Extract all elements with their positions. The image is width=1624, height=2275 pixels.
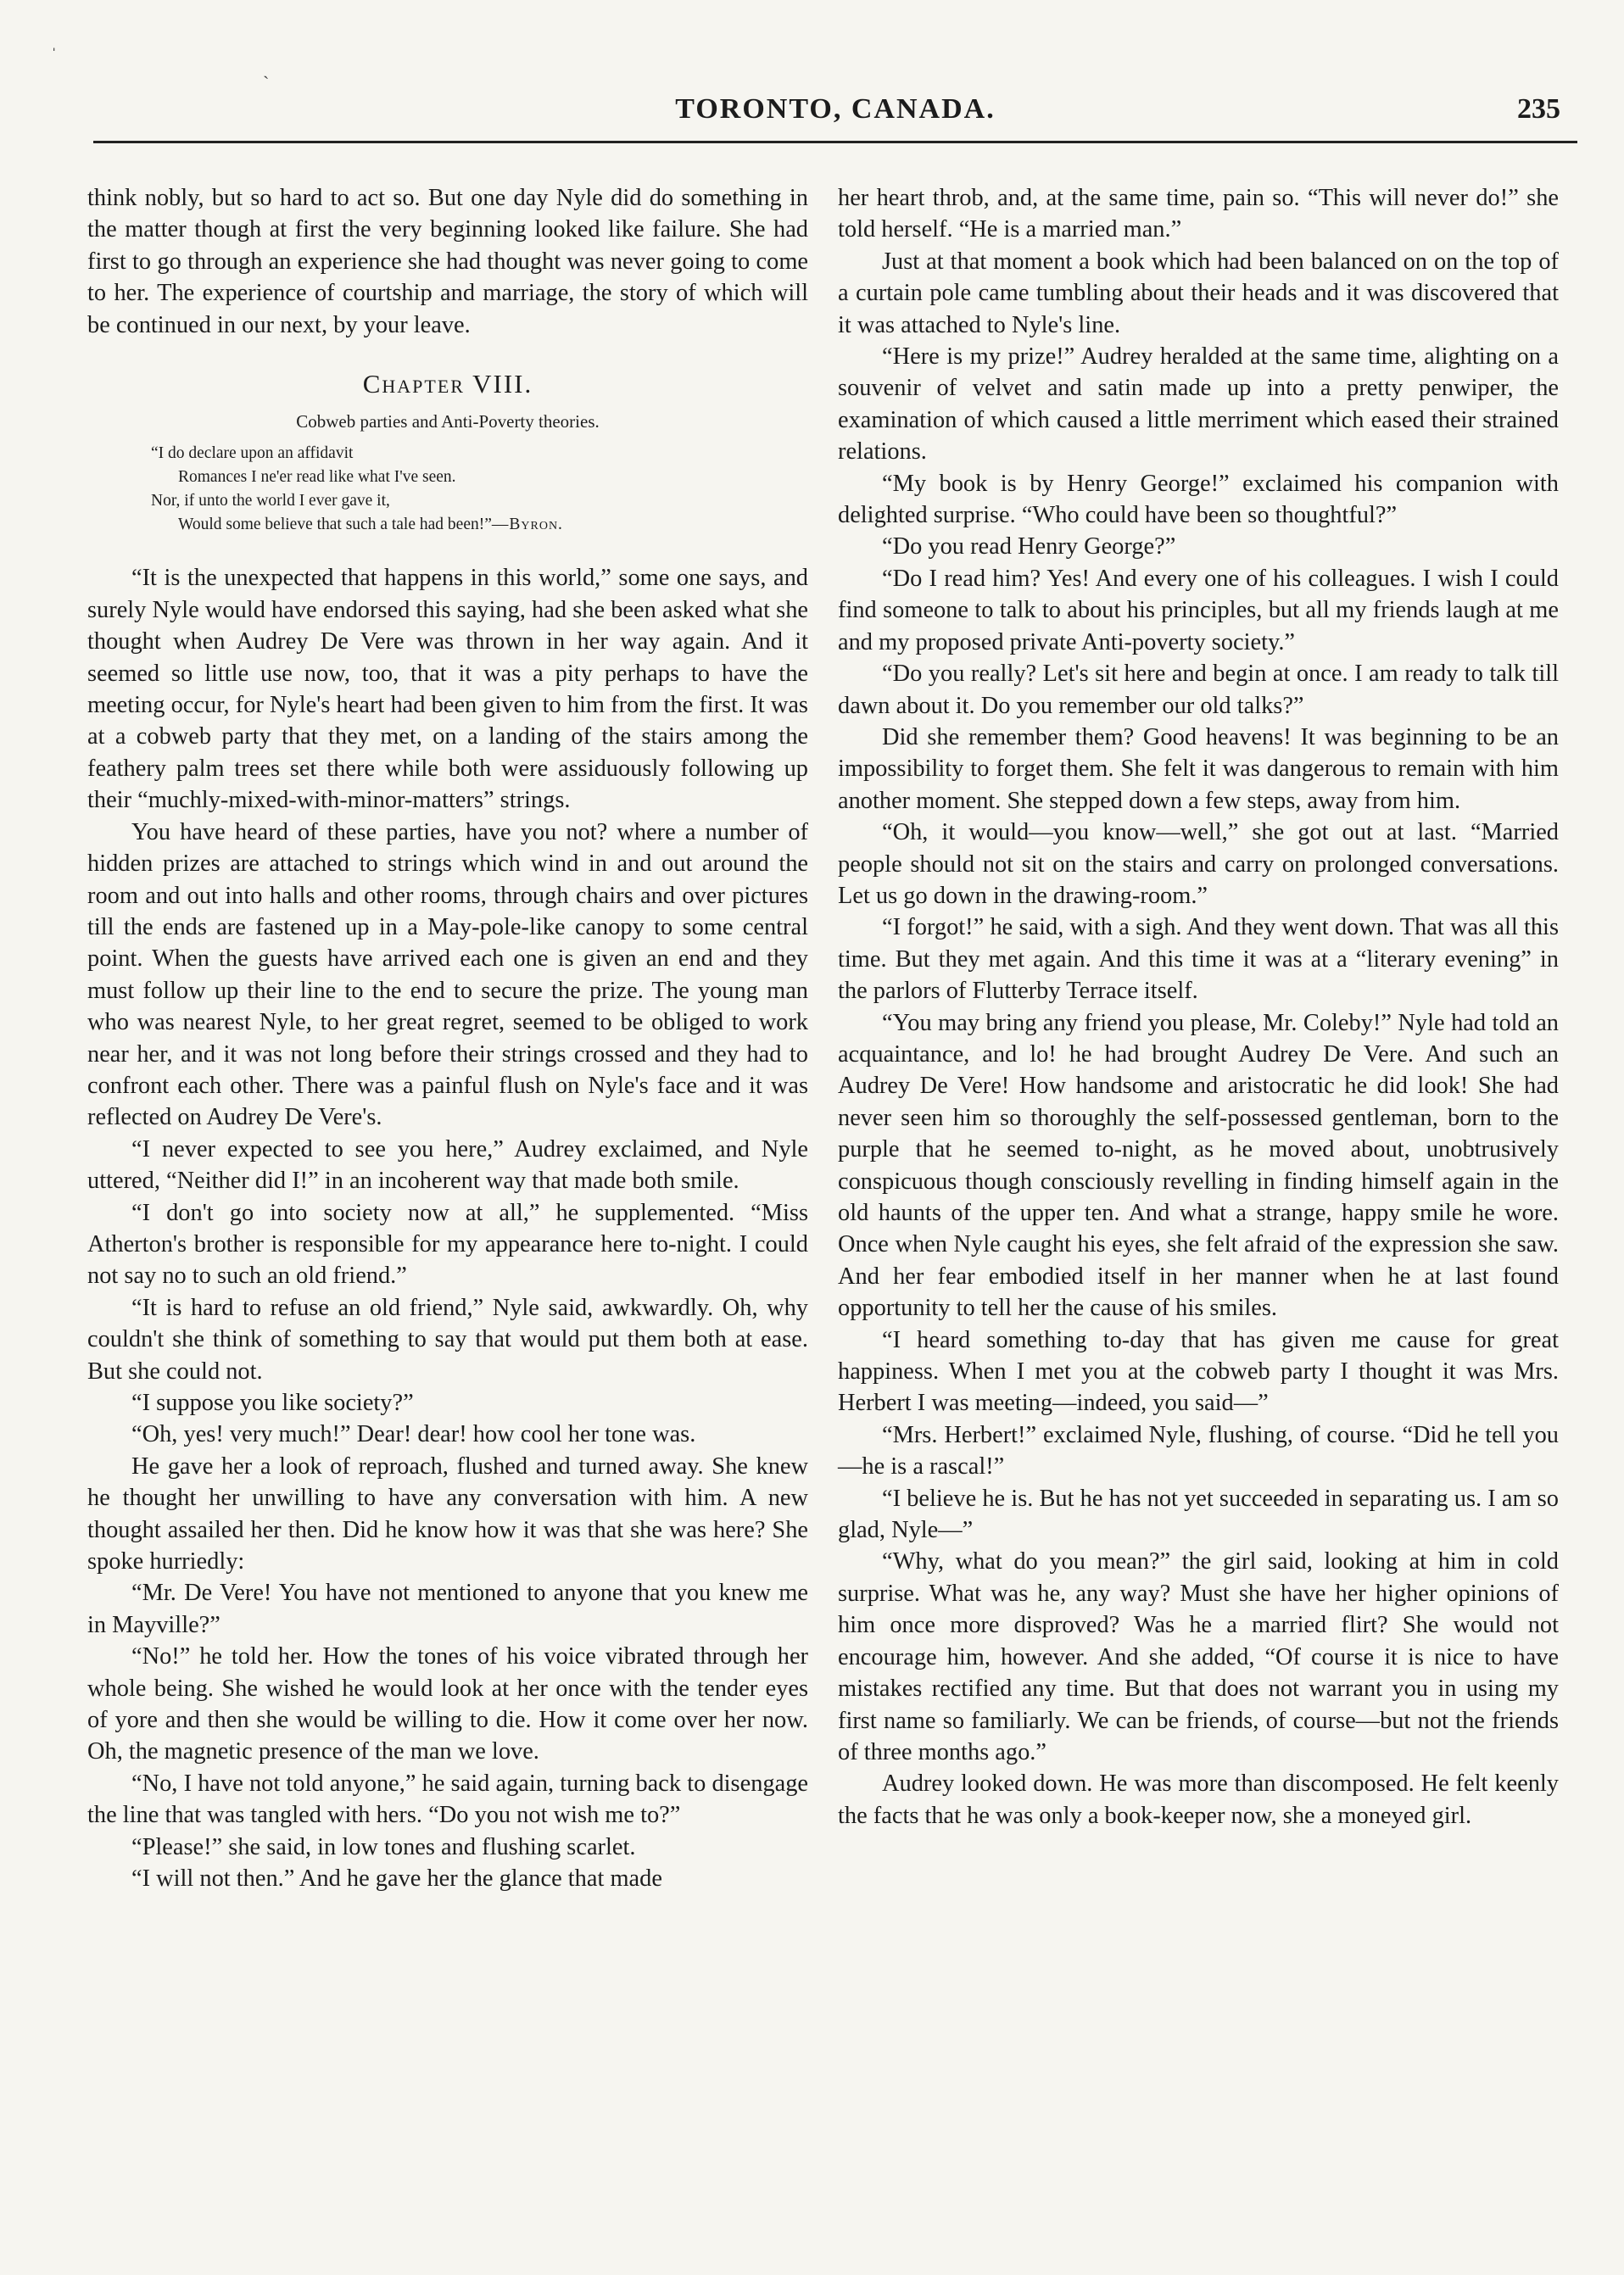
margin-mark: ˏ bbox=[263, 58, 270, 79]
paragraph: “It is hard to refuse an old friend,” Nyle said, awkwardly. Oh, why couldn't she think of something to say that would put them both at ease. But she could not. bbox=[87, 1294, 808, 1385]
epigraph-line: “I do declare upon an affidavit bbox=[151, 444, 354, 463]
paragraph: “I believe he is. But he has not yet succeeded in separating us. I am so glad, Nyle—” bbox=[838, 1485, 1559, 1544]
epigraph bbox=[151, 442, 762, 537]
paragraph: Just at that moment a book which had been balanced on on the top of a curtain pole came tumbling about their heads and it was discovered that it was attached to Nyle's line. bbox=[838, 248, 1559, 338]
paragraph: “Mr. De Vere! You have not mentioned to anyone that you knew me in Mayville?” bbox=[87, 1580, 808, 1638]
paragraph: her heart throb, and, at the same time, pain so. “This will never do!” she told herself. “He is a married man.” bbox=[838, 185, 1559, 243]
paragraph: “No, I have not told anyone,” he said again, turning back to disengage the line that was tangled with hers. “Do you not wish me to?” bbox=[87, 1770, 808, 1829]
paragraph: “I suppose you like society?” bbox=[131, 1390, 414, 1416]
paragraph: “Why, what do you mean?” the girl said, looking at him in cold surprise. What was he, any way? Must she have her higher opinions of him once more disproved? Was he a married flirt? She would not encourage him, however. And she added, “Of course it is nice to have mistakes rectified any time. But that does not warrant you in using my first name so familiarly. We can be friends, of course—but not the friends of three months ago.” bbox=[838, 1548, 1559, 1765]
paragraph: “Mrs. Herbert!” exclaimed Nyle, flushing, of course. “Did he tell you—he is a rascal!” bbox=[838, 1421, 1559, 1480]
paragraph: “You may bring any friend you please, Mr. Coleby!” Nyle had told an acquaintance, and lo! he had brought Audrey De Vere. And such an Audrey De Vere! How handsome and aristocratic he did look! She had never seen him so thoroughly the self-possessed gentleman, born to the purple that he seemed to-night, as he moved about, unobtrusively conspicuous though consciously revelling in finding himself again in the old haunts of the upper ten. And what a strange, happy smile he wore. Once when Nyle caught his eyes, she felt afraid of the expression she saw. And her fear embodied itself in her manner when he at last found opportunity to tell her the cause of his smiles. bbox=[838, 1009, 1559, 1322]
paragraph: “I never expected to see you here,” Audrey exclaimed, and Nyle uttered, “Neither did I!” in an incoherent way that made both smile. bbox=[87, 1135, 808, 1195]
epigraph-text: Would some believe that such a tale had been!” bbox=[178, 516, 492, 534]
left-column bbox=[87, 182, 808, 1895]
paragraph: “I forgot!” he said, with a sigh. And they went down. That was all this time. But they met again. And this time it was at a “literary evening” in the parlors of Flutterby Terrace itself. bbox=[838, 914, 1559, 1005]
epigraph-line bbox=[151, 513, 762, 537]
running-head: TORONTO, CANADA. bbox=[675, 93, 996, 125]
header-rule bbox=[93, 141, 1577, 143]
paragraph: “It is the unexpected that happens in this world,” some one says, and surely Nyle would have endorsed this saying, had she been asked what she thought when Audrey De Vere was thrown in her way again. And it seemed so little use now, too, that it was a pity perhaps to have the meeting occur, for Nyle's heart had been given to him from the first. It was at a cobweb party that they met, on a landing of the stairs among the feathery palm trees set there while both were assiduously following up their “muchly-mixed-with-minor-matters” strings. bbox=[87, 565, 808, 814]
paragraph: “Oh, yes! very much!” Dear! dear! how cool her tone was. bbox=[131, 1421, 696, 1448]
paragraph: “I heard something to-day that has given me cause for great happiness. When I met you at the cobweb party I thought it was Mrs. Herbert I was meeting—indeed, you said—” bbox=[838, 1326, 1559, 1417]
paragraph: “Oh, it would—you know—well,” she got out at last. “Married people should not sit on the stairs and carry on prolonged conversations. Let us go down in the drawing-room.” bbox=[838, 819, 1559, 909]
paragraph: “I don't go into society now at all,” he supplemented. “Miss Atherton's brother is responsible for my appearance here to-night. I could not say no to such an old friend.” bbox=[87, 1199, 808, 1290]
paragraph: Audrey looked down. He was more than discomposed. He felt keenly the facts that he was only a book-keeper now, she a moneyed girl. bbox=[838, 1770, 1559, 1829]
paragraph: He gave her a look of reproach, flushed and turned away. She knew he thought her unwilling to have any conversation with him. A new thought assailed her then. Did he know how it was that she was here? She spoke hurriedly: bbox=[87, 1453, 808, 1575]
epigraph-line: Romances I ne'er read like what I've seen. bbox=[178, 468, 456, 487]
margin-mark: ˈ bbox=[51, 44, 58, 65]
paragraph: “Here is my prize!” Audrey heralded at the same time, alighting on a souvenir of velvet and satin made up into a pretty penwiper, the examination of which caused a little merriment which eased their strained relations. bbox=[838, 343, 1559, 466]
epigraph-attribution: —Byron. bbox=[491, 516, 563, 534]
chapter-heading: Chapter VIII. bbox=[362, 369, 533, 399]
page-header bbox=[93, 85, 1577, 136]
paragraph: “I will not then.” And he gave her the glance that made bbox=[131, 1865, 662, 1893]
epigraph-line: Nor, if unto the world I ever gave it, bbox=[151, 492, 390, 510]
paragraph: Did she remember them? Good heavens! It was beginning to be an impossibility to forget them. She felt it was dangerous to remain with him another moment. She stepped down a few steps, away from him. bbox=[838, 723, 1559, 814]
paragraph: “My book is by Henry George!” exclaimed his companion with delighted surprise. “Who could have been so thoughtful?” bbox=[838, 470, 1559, 529]
right-column bbox=[838, 182, 1559, 1832]
paragraph: “Do you really? Let's sit here and begin at once. I am ready to talk till dawn about it. Do you remember our old talks?” bbox=[838, 661, 1559, 719]
paragraph: “Do I read him? Yes! And every one of his colleagues. I wish I could find someone to talk to about his principles, but all my friends laugh at me and my proposed private Anti-poverty society.” bbox=[838, 565, 1559, 655]
page-number: 235 bbox=[1517, 93, 1560, 125]
paragraph: You have heard of these parties, have you not? where a number of hidden prizes are attached to strings which wind in and out around the room and out into halls and other rooms, through chairs and over pictures till the ends are fastened up in a May-pole-like canopy to some central point. When the guests have arrived each one is given an end and they must follow up their line to the end to secure the prize. The young man who was nearest Nyle, to her great regret, seemed to be obliged to work near her, and it was not long before their strings crossed and they had to confront each other. There was a painful flush on Nyle's face and it was reflected on Audrey De Vere's. bbox=[87, 818, 808, 1131]
paragraph: “No!” he told her. How the tones of his voice vibrated through her whole being. She wished he would look at her once with the tender eyes of yore and then she would be willing to die. How it come over her now. Oh, the magnetic presence of the man we love. bbox=[87, 1643, 808, 1765]
paragraph: “Please!” she said, in low tones and flushing scarlet. bbox=[131, 1833, 636, 1860]
paragraph: “Do you read Henry George?” bbox=[882, 533, 1176, 560]
chapter-subtitle: Cobweb parties and Anti-Poverty theories. bbox=[296, 411, 600, 432]
paragraph: think nobly, but so hard to act so. But one day Nyle did do something in the matter though at first the very beginning looked like failure. She had first to go through an experience she had thought was never going to come to her. The experience of courtship and marriage, the story of which will be continued in our next, by your leave. bbox=[87, 185, 808, 338]
